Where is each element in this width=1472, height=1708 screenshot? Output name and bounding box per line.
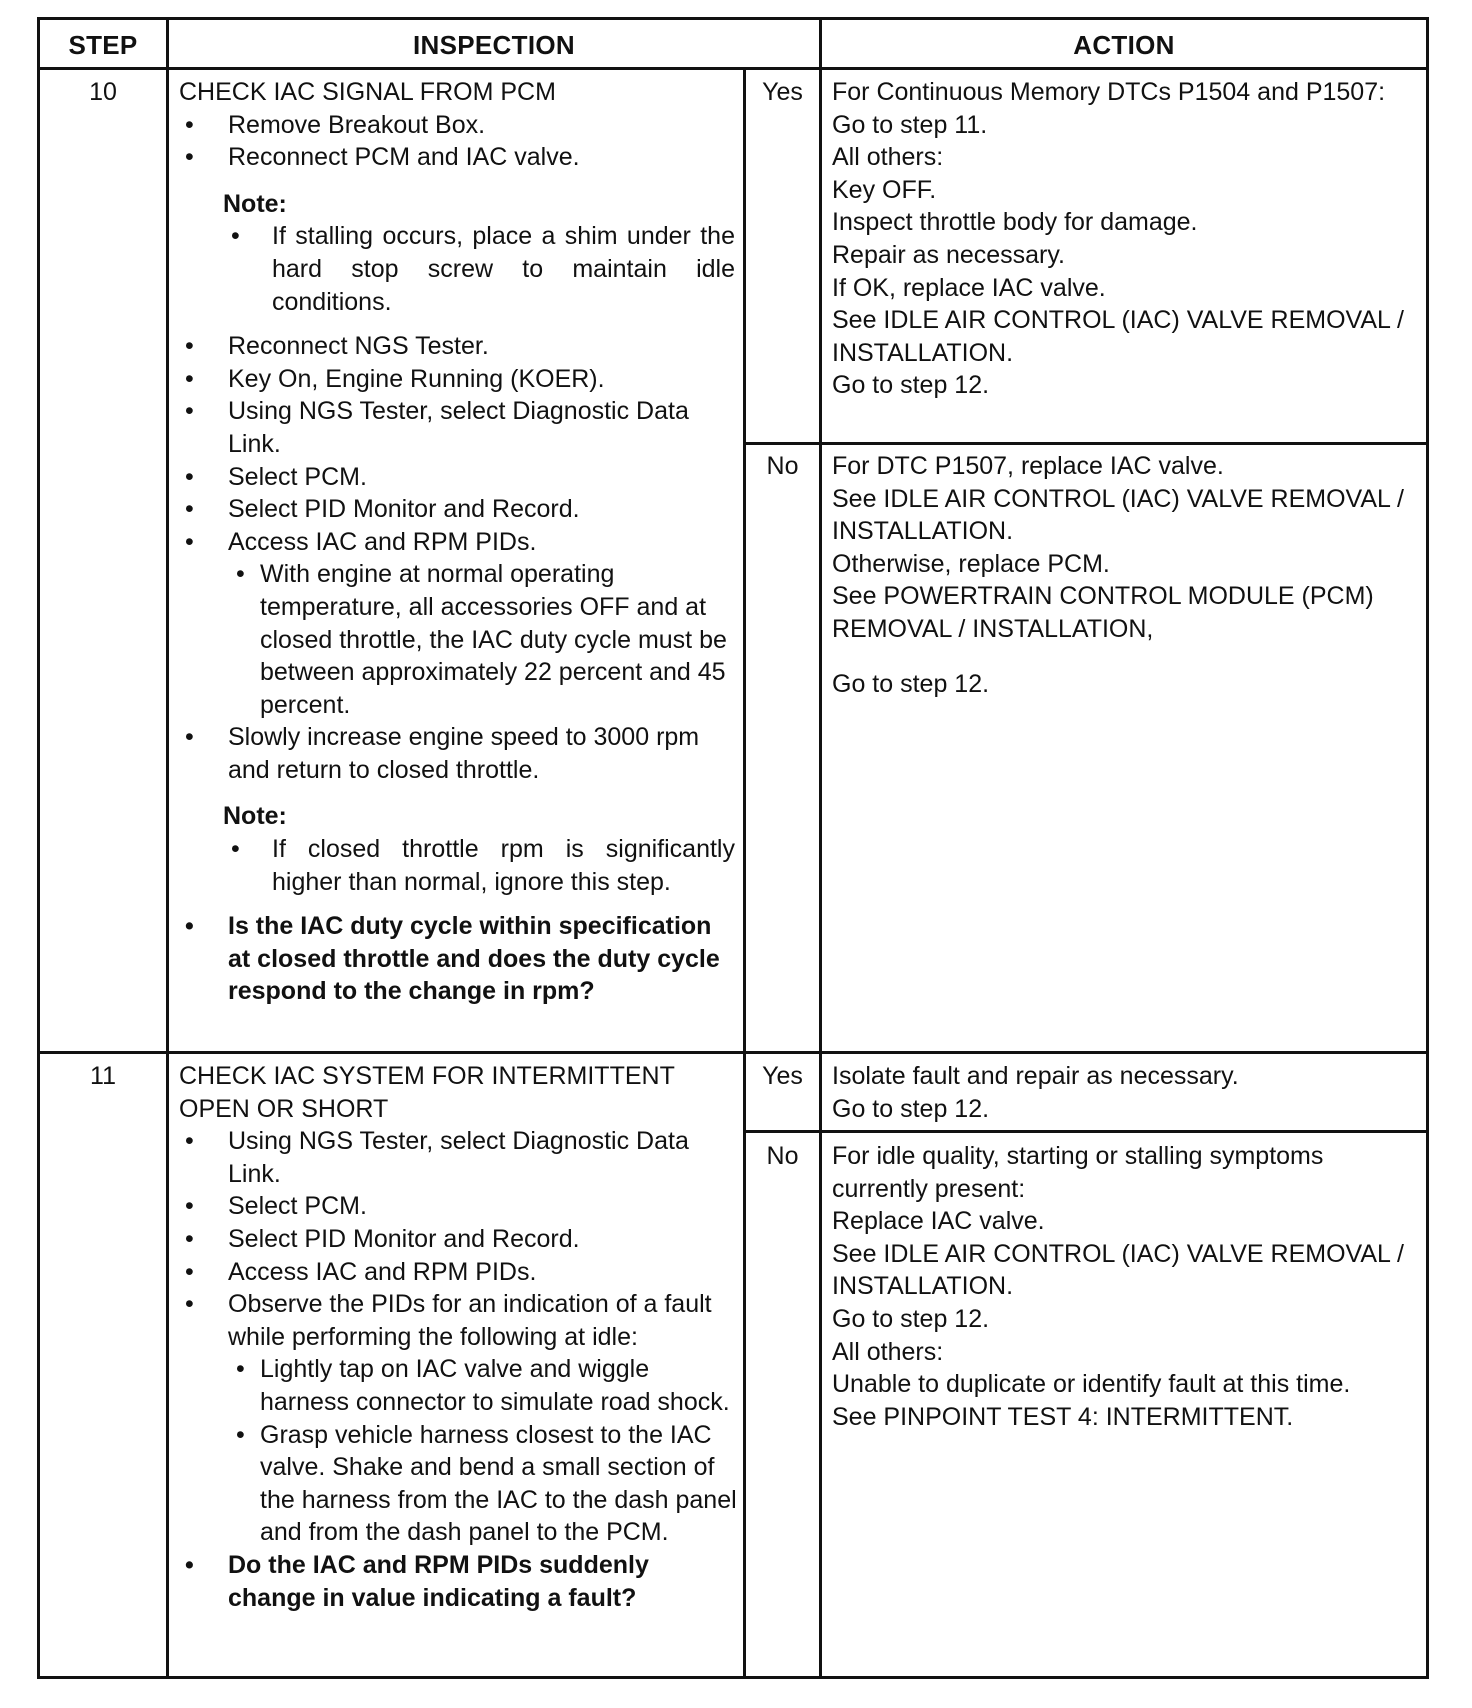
sub-list-item: • Lightly tap on IAC valve and wiggle harness connector to simulate road shock. [228, 1353, 739, 1418]
diagnostic-table [37, 17, 1429, 1679]
list-item: • Select PID Monitor and Record. [179, 493, 735, 526]
step-10-inspection [179, 76, 735, 1008]
list-item: • Key On, Engine Running (KOER). [179, 363, 735, 396]
step-10-yes-action: For Continuous Memory DTCs P1504 and P1507: Go to step 11. All others: Key OFF. Inspect throttle body for damage. Repair as necessary. If OK, replace IAC valve. See IDLE AIR CONTROL (IAC) VALVE REMOVAL / INSTALLATION. Go to step 12. [832, 78, 1404, 400]
list-item: • Using NGS Tester, select Diagnostic Data Link. [179, 1125, 739, 1190]
list-item: • Select PCM. [179, 461, 735, 494]
header-step: STEP [68, 29, 138, 60]
divider-yesno-col [743, 67, 746, 1676]
step-11-yes-action: Isolate fault and repair as necessary. Go to step 12. [832, 1062, 1239, 1123]
step-10-title: CHECK IAC SIGNAL FROM PCM [179, 78, 556, 106]
step-10-question: • Is the IAC duty cycle within specification at closed throttle and does the duty cycle respond to the change in rpm? [179, 910, 735, 1008]
list-item: • Access IAC and RPM PIDs. • With engine at normal operating temperature, all accessories OFF and at closed throttle, the IAC duty cycle must be between approximately 22 percent and 45 percent. [179, 526, 735, 722]
list-item: • Slowly increase engine speed to 3000 rpm and return to closed throttle. [179, 721, 735, 786]
list-item: • Reconnect NGS Tester. [179, 330, 735, 363]
step-10-number: 10 [89, 78, 117, 106]
divider-step-10-11 [40, 1051, 1426, 1054]
step-10-yes-label: Yes [762, 78, 803, 106]
step-10-note-2: Note: • If closed throttle rpm is significantly higher than normal, ignore this step. [223, 800, 735, 898]
header-action: ACTION [1073, 29, 1175, 60]
step-11-number: 11 [90, 1062, 116, 1090]
list-item: • Remove Breakout Box. [179, 109, 735, 142]
sub-list-item: • With engine at normal operating temperature, all accessories OFF and at closed throttle, the IAC duty cycle must be between approximately 22 percent and 45 percent. [228, 558, 735, 721]
note-text: • If stalling occurs, place a shim under the hard stop screw to maintain idle conditions. [223, 220, 735, 318]
list-item: • Select PID Monitor and Record. [179, 1223, 739, 1256]
list-item: • Select PCM. [179, 1190, 739, 1223]
step-11-no-label: No [766, 1142, 799, 1170]
divider-step10-yes-no [743, 442, 1426, 445]
list-item: • Reconnect PCM and IAC valve. [179, 141, 735, 174]
list-item: • Access IAC and RPM PIDs. [179, 1256, 739, 1289]
divider-inspection-col [819, 20, 822, 1676]
note-text: • If closed throttle rpm is significantly higher than normal, ignore this step. [223, 833, 735, 898]
step-10-no-action: For DTC P1507, replace IAC valve. See IDLE AIR CONTROL (IAC) VALVE REMOVAL / INSTALLATION. Otherwise, replace PCM. See POWERTRAIN CONTROL MODULE (PCM) REMOVAL / INSTALLATION, Go to step 12. [832, 452, 1404, 698]
divider-step11-yes-no [743, 1130, 1426, 1133]
divider-step-col [166, 20, 169, 1676]
step-11-yes-label: Yes [762, 1062, 803, 1090]
step-11-inspection [179, 1060, 739, 1614]
step-10-no-label: No [766, 452, 799, 480]
list-item: • Using NGS Tester, select Diagnostic Data Link. [179, 395, 735, 460]
step-10-note-1: Note: • If stalling occurs, place a shim under the hard stop screw to maintain idle conditions. [223, 188, 735, 318]
header-inspection: INSPECTION [413, 29, 575, 60]
step-11-question: • Do the IAC and RPM PIDs suddenly change in value indicating a fault? [179, 1549, 739, 1614]
step-11-no-action: For idle quality, starting or stalling symptoms currently present: Replace IAC valve. See IDLE AIR CONTROL (IAC) VALVE REMOVAL / INSTALLATION. Go to step 12. All others: Unable to duplicate or identify fault at this time. See PINPOINT TEST 4: INTERMITTENT. [832, 1142, 1404, 1431]
list-item: • Observe the PIDs for an indication of a fault while performing the following at idle: • Lightly tap on IAC valve and wiggle harness connector to simulate road shock. • Grasp vehicle harness closest to the IAC valve. Shake and bend a small section of the harness from the IAC to the dash panel and from the dash panel to the PCM. [179, 1288, 739, 1549]
step-11-title: CHECK IAC SYSTEM FOR INTERMITTENT OPEN OR SHORT [179, 1062, 675, 1123]
sub-list-item: • Grasp vehicle harness closest to the IAC valve. Shake and bend a small section of the harness from the IAC to the dash panel and from the dash panel to the PCM. [228, 1419, 739, 1549]
